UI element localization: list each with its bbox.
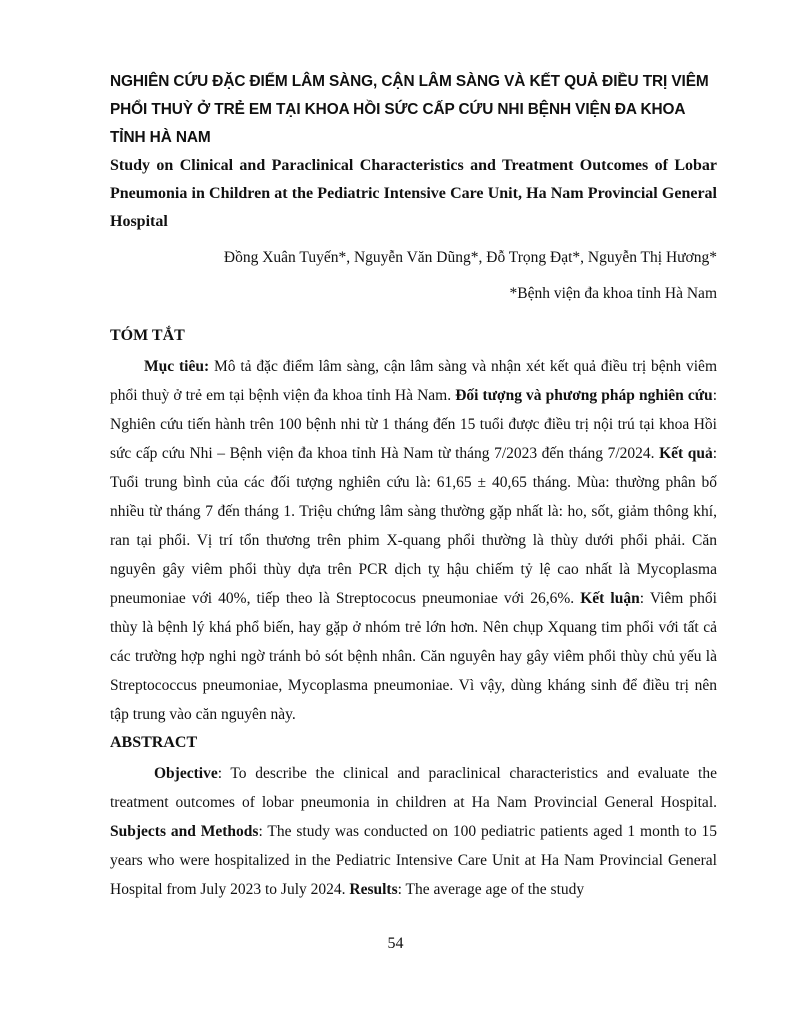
summary-conclusion-text: : Viêm phổi thùy là bệnh lý khá phổ biến, hay gặp ở nhóm trẻ lớn hơn. Nên chụp Xquang tim phổi với tất cả các trường hợp nghi ngờ tránh bỏ sót bệnh nhân. Căn nguyên hay gây viêm phổi thùy chủ yếu là Streptococcus pneumoniae, Mycoplasma pneumoniae. Vì vậy, dùng kháng sinh để điều trị nên tập trung vào căn nguyên này. <box>110 590 717 723</box>
summary-objective-text: Mô tả đặc điểm lâm sàng, cận lâm sàng và nhận xét kết quả điều trị bệnh viêm phổi thuỳ ở trẻ em tại bệnh viện đa khoa tỉnh Hà Nam. <box>110 358 717 404</box>
abstract-results-label: Results <box>349 881 398 898</box>
paper-page <box>110 68 717 904</box>
abstract-results-text: : The average age of the study <box>397 881 585 898</box>
summary-heading: TÓM TẮT <box>110 327 185 344</box>
summary-paragraph <box>110 352 717 729</box>
author-list: Đồng Xuân Tuyến*, Nguyễn Văn Dũng*, Đỗ Trọng Đạt*, Nguyễn Thị Hương* <box>223 249 717 266</box>
summary-methods-label: Đối tượng và phương pháp nghiên cứu <box>455 387 713 404</box>
summary-conclusion-label: Kết luận <box>580 590 640 607</box>
abstract-paragraph <box>110 759 717 904</box>
abstract-heading: ABSTRACT <box>110 734 198 751</box>
summary-objective-label: Mục tiêu: <box>144 358 210 375</box>
abstract-objective-label: Objective <box>154 765 218 782</box>
affiliation: *Bệnh viện đa khoa tỉnh Hà Nam <box>509 285 717 302</box>
title-vietnamese: NGHIÊN CỨU ĐẶC ĐIỂM LÂM SÀNG, CẬN LÂM SÀNG VÀ KẾT QUẢ ĐIỀU TRỊ VIÊM PHỔI THUỲ Ở TRẺ EM TẠI KHOA HỒI SỨC CẤP CỨU NHI BỆNH VIỆN ĐA KHOA TỈNH HÀ NAM <box>110 73 709 146</box>
page-number: 54 <box>387 935 404 952</box>
summary-methods-text: : Nghiên cứu tiến hành trên 100 bệnh nhi từ 1 tháng đến 15 tuổi được điều trị nội trú tại khoa Hồi sức cấp cứu Nhi – Bệnh viện đa khoa tỉnh Hà Nam từ tháng 7/2023 đến tháng 7/2024. <box>110 387 717 462</box>
summary-results-label: Kết quả <box>659 445 713 462</box>
abstract-methods-label: Subjects and Methods <box>110 823 259 840</box>
title-english: Study on Clinical and Paraclinical Characteristics and Treatment Outcomes of Lobar Pneumonia in Children at the Pediatric Intensive Care Unit, Ha Nam Provincial General Hospital <box>110 157 717 230</box>
summary-results-text: : Tuổi trung bình của các đối tượng nghiên cứu là: 61,65 ± 40,65 tháng. Mùa: thường phân bố nhiều từ tháng 7 đến tháng 1. Triệu chứng lâm sàng thường gặp nhất là: ho, sốt, giảm thông khí, ran tại phổi. Vị trí tổn thương trên phim X-quang phổi thường là thùy dưới phổi phải. Căn nguyên gây viêm phổi thùy dựa trên PCR dịch tỵ hậu chiếm tỷ lệ cao nhất là Mycoplasma pneumoniae với 40%, tiếp theo là Streptococus pneumoniae với 26,6%. <box>110 445 718 607</box>
abstract-methods-text: : The study was conducted on 100 pediatric patients aged 1 month to 15 years who were hospitalized in the Pediatric Intensive Care Unit at Ha Nam Provincial General Hospital from July 2023 to July 2024. <box>110 823 717 898</box>
abstract-objective-text: : To describe the clinical and paraclinical characteristics and evaluate the treatment outcomes of lobar pneumonia in children at Ha Nam Provincial General Hospital. <box>110 765 717 811</box>
